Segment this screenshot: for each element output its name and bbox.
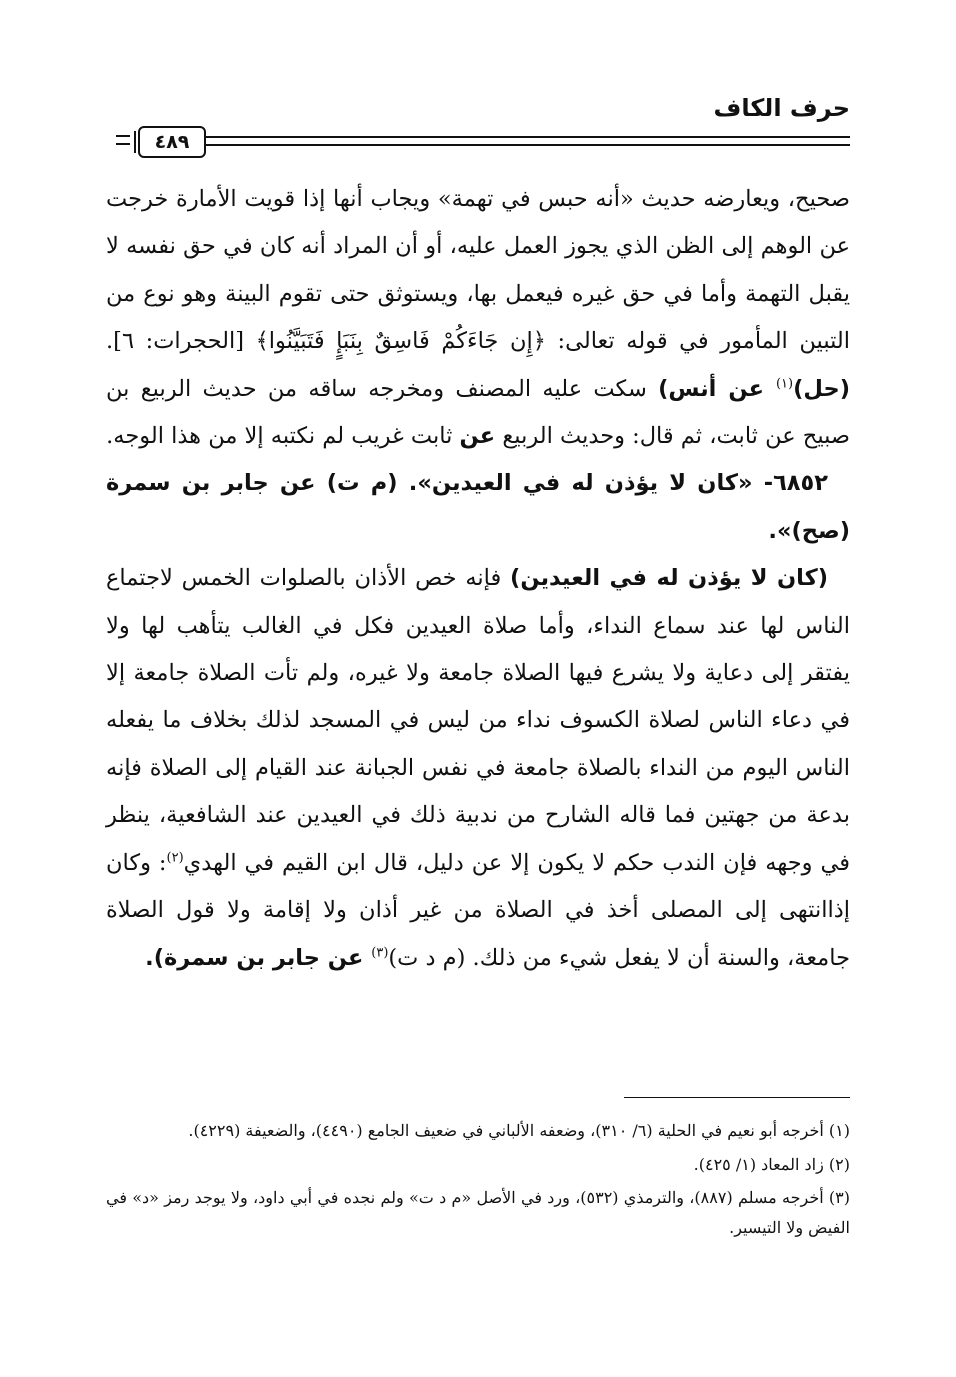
hadith-heading: ٦٨٥٢- «كان لا يؤذن له في العيدين». (م ت) عن جابر بن سمرة (صح)».	[106, 470, 850, 544]
source-code-mdt: (م د ت)	[388, 944, 466, 971]
double-rule	[206, 136, 850, 146]
main-text	[106, 176, 850, 982]
page-number: ٤٨٩	[138, 126, 206, 158]
paragraph-commentary-1: صحيح، ويعارضه حديث «أنه حبس في تهمة» ويجاب أنها إذا قويت الأمارة خرجت عن الوهم إلى الظن الذي يجوز العمل عليه، أو أن المراد أنه كان في حق نفسه لا يقبل التهمة وأما في حق غيره فيعمل بها، ويستوثق حتى تقوم البينة وهو نوع من التبين المأمور في قوله تعالى: ﴿إِن جَاءَكُمْ فَاسِقٌ بِنَبَإٍ فَتَبَيَّنُوا﴾ [الحجرات: ٦]. (حل)$^{(١)}$ عن أنس) سكت عليه المصنف ومخرجه ساقه من حديث الربيع بن صبيح عن ثابت، ثم قال: وحديث الربيع عن ثابت غريب لم نكتبه إلا من هذا الوجه.	[106, 186, 851, 450]
footnote-ref-1[interactable]: (١)	[775, 376, 794, 392]
hadith-lead: (كان لا يؤذن له في العيدين)	[510, 565, 828, 592]
footnote-3: (٣) أخرجه مسلم (٨٨٧)، والترمذي (٥٣٢)، ورد في الأصل «م د ت» ولم نجده في أبي داود، ولا يوجد رمز «د» في الفيض ولا التيسير.	[106, 1188, 851, 1237]
narrator-jabir: عن جابر بن سمرة).	[145, 944, 372, 971]
footnote-separator	[624, 1097, 850, 1098]
footnote-2: (٢) زاد المعاد (١/ ٤٢٥).	[693, 1154, 850, 1174]
footnote-1: (١) أخرجه أبو نعيم في الحلية (٦/ ٣١٠)، وضعفه الألباني في ضعيف الجامع (٤٤٩٠)، والضعيفة (٤٢٢٩).	[188, 1121, 850, 1140]
quran-verse: ﴿إِن جَاءَكُمْ فَاسِقٌ بِنَبَإٍ فَتَبَيَّنُوا﴾	[255, 328, 546, 355]
footnote-ref-3[interactable]: (٣)	[371, 945, 389, 960]
rule-ornament-left	[116, 135, 130, 145]
header-rule	[108, 126, 850, 156]
paragraph-commentary-2: (كان لا يؤذن له في العيدين) فإنه خص الأذان بالصلوات الخمس لاجتماع الناس لها عند سماع النداء، وأما صلاة العيدين فكل في الغالب يتأهب لها ولا يفتقر إلى دعاية ولا يشرع فيها الصلاة جامعة ولا غيره، ولم تأت الصلاة جامعة إلا في دعاء الناس لصلاة الكسوف نداء من ليس في المسجد لذلك بخلاف ما يفعله الناس اليوم من النداء بالصلاة جامعة في نفس الجبانة عند القيام إلى الصلاة فإنه بدعة من جهتين فما قاله الشارح من ندبية ذلك في العيدين عند الشافعية، ينظر في وجهه فإن الندب حكم لا يكون إلا عن دليل، قال ابن القيم في الهدي$^{(٢)}$: وكان إذاانتهى إلى المصلى أخذ في الصلاة من غير أذان ولا إقامة ولا قول الصلاة جامعة، والسنة أن لا يفعل شيء من ذلك. (م د ت)$^{(٣)}$ عن جابر بن سمرة).	[106, 565, 850, 971]
footnote-ref-2[interactable]: (٢)	[166, 850, 184, 866]
narrator-anas: عن أنس)	[658, 375, 776, 402]
footnotes	[106, 1116, 850, 1246]
running-title: حرف الكاف	[713, 94, 850, 122]
source-code-hal: (حل)	[793, 375, 850, 402]
